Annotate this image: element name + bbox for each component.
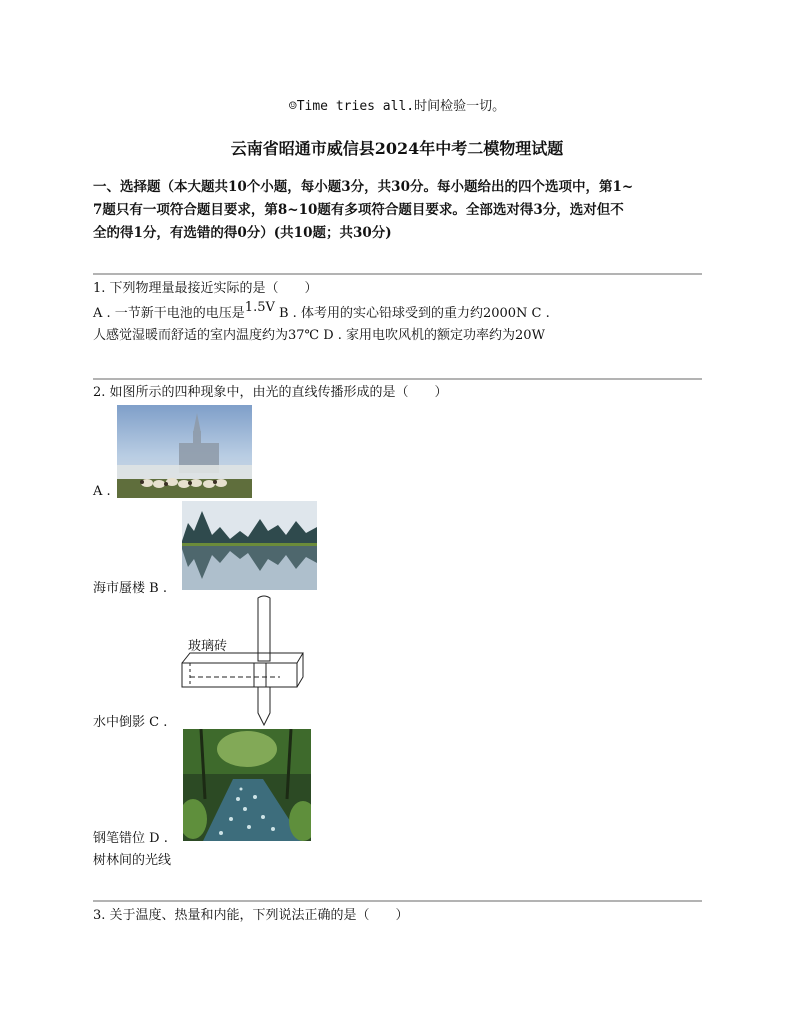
q2-option-c-label: 水中倒影 C . [93, 715, 168, 730]
divider [93, 273, 702, 275]
header-motto [0, 95, 794, 114]
q3-stem: 3. 关于温度、热量和内能，下列说法正确的是（ ） [93, 908, 409, 923]
section-line-3: 全的得1分，有选错的得0分）(共10题；共30分) [93, 225, 392, 241]
q1-stem: 1. 下列物理量最接近实际的是（ ） [93, 281, 318, 296]
divider [93, 900, 702, 902]
glass-brick-label: 玻璃砖 [188, 639, 228, 654]
smile-icon: ☺ [288, 99, 297, 114]
q1-option-b-text: B . 体考用的实心铅球受到的重力约2000N C . [274, 306, 550, 321]
pen-glass-diagram [180, 593, 305, 728]
q2-option-d-label-2: 树林间的光线 [93, 853, 172, 868]
section-instructions [93, 176, 705, 245]
mountain-reflection-image [182, 501, 317, 590]
q1-option-a-text: A . 一节新干电池的电压是 [93, 306, 245, 321]
page-title: 云南省昭通市威信县2024年中考二模物理试题 [230, 139, 564, 158]
q2-option-a-label: A . [93, 484, 111, 499]
forest-light-image [183, 729, 311, 841]
section-line-2: 7题只有一项符合题目要求，第8~10题有多项符合题目要求。全部选对得3分，选对但不 [93, 202, 624, 218]
q1-voltage-value: 1.5V [244, 300, 275, 315]
motto-text: Time tries all.时间检验一切。 [296, 99, 506, 114]
q2-stem: 2. 如图所示的四种现象中，由光的直线传播形成的是（ ） [93, 385, 448, 400]
q2-option-b-label: 海市蜃楼 B . [93, 581, 167, 596]
section-line-1: 一、选择题（本大题共10个小题，每小题3分，共30分。每小题给出的四个选项中，第1~ [93, 179, 634, 195]
q1-options-line-1 [93, 302, 550, 325]
q2-option-d-label-1: 钢笔错位 D . [93, 831, 168, 846]
q1-options-line-2: 人感觉湿暖而舒适的室内温度约为37℃ D . 家用电吹风机的额定功率约为20W [93, 328, 545, 343]
divider [93, 378, 702, 380]
castle-mirage-image [117, 405, 252, 498]
